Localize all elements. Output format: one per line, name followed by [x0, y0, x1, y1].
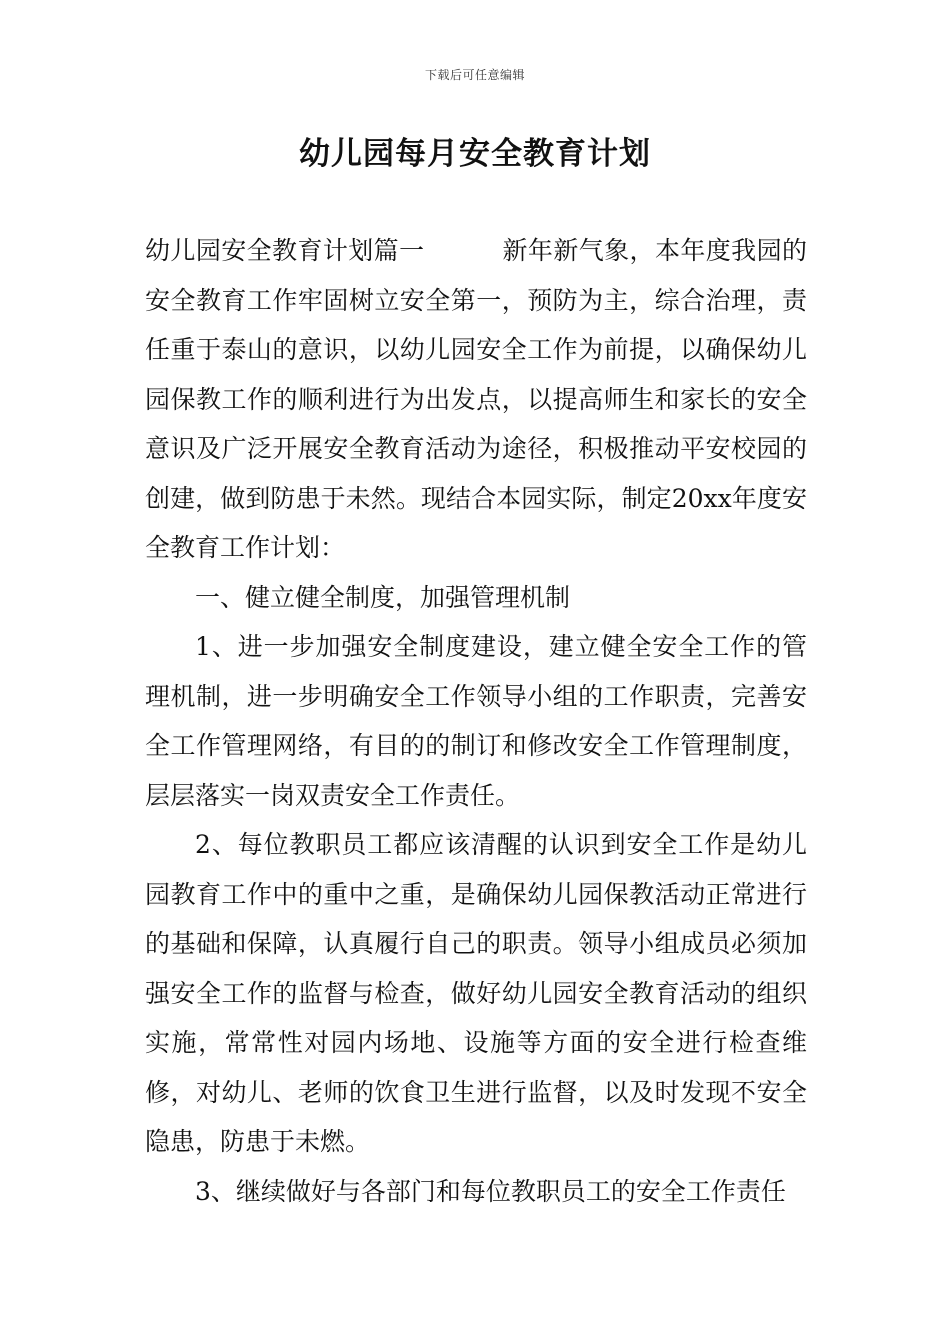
section-heading: 一、健立健全制度，加强管理机制	[195, 582, 571, 612]
document-body	[145, 226, 807, 1216]
intro-paragraph	[145, 226, 807, 573]
header-note: 下载后可任意编辑	[424, 68, 525, 82]
intro-lead: 幼儿园安全教育计划篇一	[145, 236, 425, 265]
document-title: 幼儿园每月安全教育计划	[299, 136, 651, 172]
list-item-2: 2、每位教职员工都应该清醒的认识到安全工作是幼儿园教育工作中的重中之重，是确保幼儿园保教活动正常进行的基础和保障，认真履行自己的职责。领导小组成员必须加强安全工作的监督与检查，做好幼儿园安全教育活动的组织实施，常常性对园内场地、设施等方面的安全进行检查维修，对幼儿、老师的饮食卫生进行监督，以及时发现不安全隐患，防患于未燃。	[145, 830, 807, 1156]
intro-text: 新年新气象，本年度我园的安全教育工作牢固树立安全第一，预防为主，综合治理，责任重于泰山的意识，以幼儿园安全工作为前提，以确保幼儿园保教工作的顺利进行为出发点，以提高师生和家长的安全意识及广泛开展安全教育活动为途径，积极推动平安校园的创建，做到防患于未然。现结合本园实际，制定20xx年度安全教育工作计划：	[145, 236, 807, 562]
list-item-3: 3、继续做好与各部门和每位教职员工的安全工作责任	[195, 1176, 786, 1206]
list-item-1: 1、进一步加强安全制度建设，建立健全安全工作的管理机制，进一步明确安全工作领导小组的工作职责，完善安全工作管理网络，有目的的制订和修改安全工作管理制度，层层落实一岗双责安全工作责任。	[145, 632, 807, 810]
